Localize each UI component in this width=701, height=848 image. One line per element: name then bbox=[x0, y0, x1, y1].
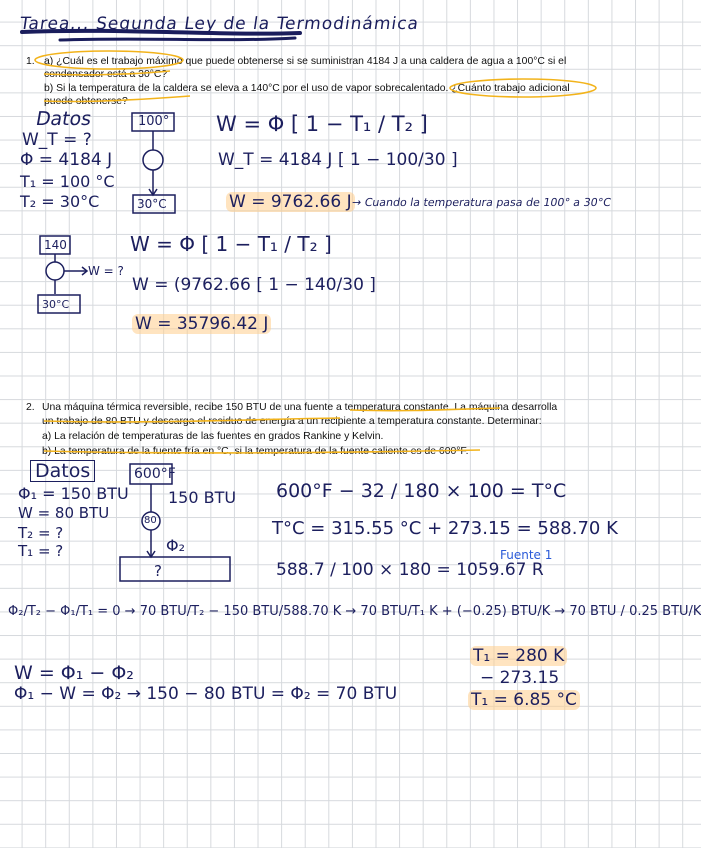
source-note: Fuente 1 bbox=[500, 548, 553, 562]
formula-1: W = Φ [ 1 − T₁ / T₂ ] bbox=[216, 112, 428, 136]
t1-kelvin: T₁ = 280 K bbox=[470, 646, 567, 666]
datos2-line-2: T₂ = ? bbox=[18, 524, 64, 542]
engine-label-2: 80 bbox=[144, 515, 157, 526]
datos2-line-0: Φ₁ = 150 BTU bbox=[18, 484, 129, 503]
datos-heading-2: Datos bbox=[30, 460, 95, 482]
box-hot-1: 100° bbox=[138, 114, 170, 129]
title-scribble: Tarea... Segunda Ley de la Termodinámica bbox=[18, 14, 421, 34]
t1-celsius: T₁ = 6.85 °C bbox=[468, 690, 580, 710]
box-cold-1: 30°C bbox=[137, 197, 167, 211]
problem2-line-b: b) La temperatura de la fuente fría en °C, si la temperatura de la fuente caliente es de 600°F. bbox=[42, 446, 469, 457]
energy-balance-2: Φ₁ − W = Φ₂ → 150 − 80 BTU = Φ₂ = 70 BTU bbox=[14, 684, 398, 704]
problem1-line-b1: b) Si la temperatura de la caldera se eleva a 140°C por el uso de vapor sobrecalentado. ¿Cuánto trabajo adicional bbox=[44, 83, 570, 94]
datos1-line-2: T₁ = 100 °C bbox=[20, 172, 115, 191]
box-hot-2: 600°F bbox=[134, 466, 176, 482]
problem1-line-a2: condensador está a 30°C? bbox=[44, 69, 168, 80]
datos2-line-1: W = 80 BTU bbox=[18, 504, 110, 522]
datos1-line-1: Φ = 4184 J bbox=[20, 150, 113, 170]
conversion-2: T°C = 315.55 °C + 273.15 = 588.70 K bbox=[272, 518, 618, 539]
unknown-2: ? bbox=[154, 562, 162, 580]
t1-subtract: − 273.15 bbox=[480, 668, 560, 688]
substitution-1b: W = (9762.66 [ 1 − 140/30 ] bbox=[132, 275, 376, 295]
box-cold-1b: 30°C bbox=[42, 298, 70, 311]
conversion-3: 588.7 / 100 × 180 = 1059.67 R bbox=[276, 560, 544, 580]
arrow-note-1: → Cuando la temperatura pasa de 100° a 30°C bbox=[350, 196, 612, 209]
q-out-2: Φ₂ bbox=[166, 536, 186, 555]
formula-1b: W = Φ [ 1 − T₁ / T₂ ] bbox=[130, 232, 332, 256]
energy-balance-1: W = Φ₁ − Φ₂ bbox=[14, 662, 134, 684]
problem2-line-a: a) La relación de temperaturas de las fuentes en grados Rankine y Kelvin. bbox=[42, 431, 384, 442]
engine-out-1b: W = ? bbox=[88, 264, 124, 278]
datos2-line-3: T₁ = ? bbox=[18, 542, 64, 560]
q-in-2: 150 BTU bbox=[168, 488, 237, 507]
result-1b: W = 35796.42 J bbox=[132, 314, 271, 334]
problem1-line-a1: a) ¿Cuál es el trabajo máximo que puede obtenerse si se suministran 4184 J a una caldera de agua a 100°C si el bbox=[44, 56, 567, 67]
problem2-line2: un trabajo de 80 BTU y descarga el residuo de energía a un recipiente a temperatura constante. Determinar: bbox=[42, 416, 542, 427]
datos1-line-3: T₂ = 30°C bbox=[20, 192, 100, 211]
box-hot-1b: 140 bbox=[44, 238, 67, 252]
ratio-equation: Φ₂/T₂ − Φ₁/T₁ = 0 → 70 BTU/T₂ − 150 BTU/588.70 K → 70 BTU/T₁ K + (−0.25) BTU/K → 70 BTU / 0.25 BTU/K bbox=[8, 604, 701, 619]
conversion-1: 600°F − 32 / 180 × 100 = T°C bbox=[276, 480, 567, 502]
problem1-line-b2: puede obtenerse? bbox=[44, 96, 128, 107]
datos-heading-1: Datos bbox=[34, 108, 94, 130]
substitution-1: W_T = 4184 J [ 1 − 100/30 ] bbox=[218, 150, 458, 170]
problem1-number: 1. bbox=[26, 56, 35, 67]
datos1-line-0: W_T = ? bbox=[22, 130, 92, 150]
problem2-number: 2. bbox=[26, 402, 35, 413]
result-1: W = 9762.66 J bbox=[226, 192, 355, 212]
problem2-line1: Una máquina térmica reversible, recibe 150 BTU de una fuente a temperatura constante. La máquina desarrolla bbox=[42, 402, 558, 413]
